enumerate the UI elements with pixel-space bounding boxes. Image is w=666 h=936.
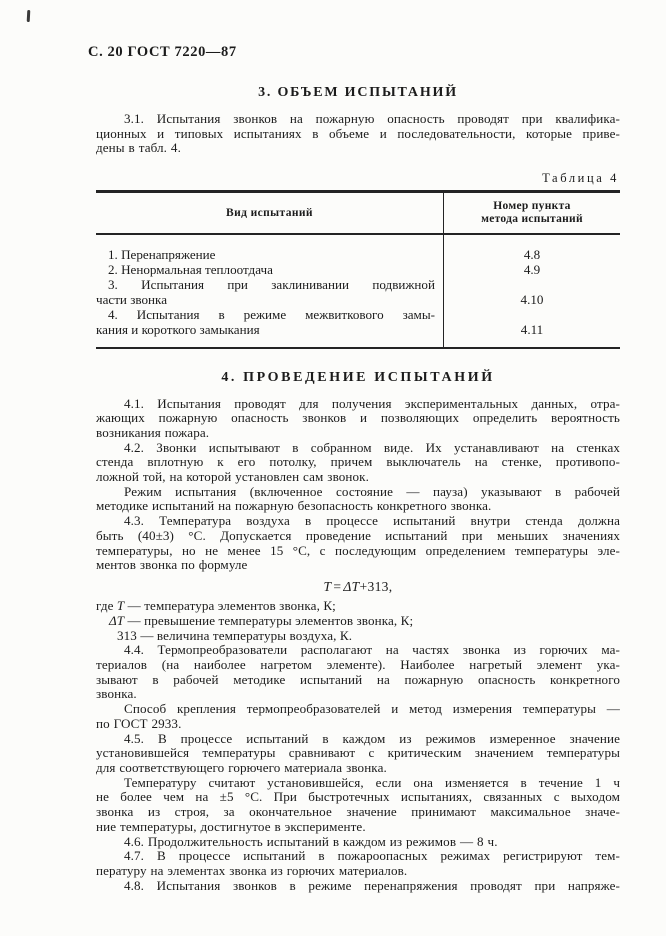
legend-line-T: где T — температура элементов звонка, К; (96, 597, 336, 613)
table4-col1-header: Вид испытаний (96, 193, 444, 233)
text-line: 2. Ненормальная теплоотдача (108, 262, 273, 278)
text-line: температуры, но не менее 15 °С, с последующим определением температуры эле- (96, 542, 620, 558)
table4-col2-header-line2: метода испытаний (481, 213, 583, 226)
paragraph-4-7 (96, 849, 620, 878)
text-line: жающих пожарную опасность звонков и позволяющих определить вероятность (96, 410, 620, 426)
text-line: звонка из строя, за окончательное значение принимают максимальное значе- (96, 804, 620, 820)
formula-legend (96, 599, 620, 643)
text-line: 4.1. Испытания проводят для получения экспериментальных данных, отра- (124, 395, 620, 411)
paragraph-4-2 (96, 441, 620, 485)
text-line: 4. Испытания в режиме межвиткового замы- (108, 306, 435, 322)
text-line: Режим испытания (включенное состояние — пауза) указывают в рабочей (124, 483, 620, 499)
legend-line-deltaT: ΔT — превышение температуры элементов звонка, К; (109, 612, 414, 628)
text-line: 4.2. Звонки испытывают в собранном виде. Их устанавливают на стенках (124, 439, 620, 455)
table4 (96, 190, 620, 348)
paragraph-4-1 (96, 397, 620, 441)
page-content (88, 44, 620, 893)
table4-body (96, 235, 620, 346)
text-line: териалов (на наиболее нагретом элементе). Наиболее нагретый элемент ука- (96, 657, 620, 673)
method-clause-cell: 4.8 (523, 247, 541, 263)
section3-title: 3. ОБЪЕМ ИСПЫТАНИЙ (258, 85, 458, 100)
text-line: методике испытаний на пожарную безопасность конкретного звонка. (96, 498, 492, 514)
table-row (96, 248, 620, 263)
formula-equals: = (333, 578, 342, 594)
text-line: установившейся температуры сравнивают с критическим значением температуры (96, 745, 620, 761)
text-line: ментов звонка по формуле (96, 557, 248, 573)
formula-constant: +313, (359, 578, 393, 594)
table-row (96, 278, 620, 308)
text-line: дены в табл. 4. (96, 140, 181, 156)
table4-col2-header (444, 193, 620, 233)
text-line: быть (40±3) °С. Допускается проведение испытаний при меньших значениях (96, 527, 620, 543)
table4-column-divider (443, 235, 444, 346)
paragraph-4-5-steady (96, 776, 620, 835)
paragraph-4-4 (96, 643, 620, 702)
test-type-cell (96, 308, 444, 338)
text-line: 3. Испытания при заклинивании подвижной (108, 276, 435, 292)
text-line: 4.3. Температура воздуха в процессе испытаний внутри стенда должна (124, 513, 620, 529)
text-line: пературу на элементах звонка из горючих материалов. (96, 862, 408, 878)
paragraph-4-5 (96, 732, 620, 776)
table-row (96, 263, 620, 278)
text-line: для соответствующего горючего материала звонка. (96, 760, 387, 775)
table4-caption: Таблица 4 (542, 171, 619, 186)
text-line: части звонка (96, 291, 168, 307)
text-line: 3.1. Испытания звонков на пожарную опасность проводят при квалифика- (124, 111, 620, 126)
text-line: ционных и типовых испытаниях в объеме и последовательности, которые приве- (96, 125, 620, 141)
text-line: 4.8. Испытания звонков в режиме перенапряжения проводят при напряже- (124, 877, 620, 893)
text-line: 4.7. В процессе испытаний в пожароопасных режимах регистрируют тем- (124, 848, 620, 864)
text-line: кания и короткого замыкания (96, 321, 260, 337)
table4-col2-header-line1: Номер пункта (493, 200, 571, 213)
paragraph-4-2-mode (96, 485, 620, 514)
text-line: по ГОСТ 2933. (96, 715, 182, 731)
paragraph-4-6 (96, 835, 620, 850)
text-line: Температуру считают установившейся, если она изменяется в течение 1 ч (124, 774, 620, 790)
page-header: С. 20 ГОСТ 7220—87 (88, 44, 237, 60)
paragraph-4-3 (96, 514, 620, 573)
ink-mark (27, 10, 31, 22)
method-clause-cell: 4.10 (520, 291, 544, 307)
text-line: возникания пожара. (96, 424, 210, 440)
text-line: не более чем на ±5 °С. При быстротечных испытаниях, связанных с выходом (96, 789, 620, 805)
text-line: ние температуры, достигнутое в эксперименте. (96, 818, 366, 834)
method-clause-cell: 4.9 (523, 262, 541, 278)
text-line: 1. Перенапряжение (108, 247, 216, 263)
method-clause-cell: 4.11 (520, 321, 544, 337)
test-type-cell (96, 248, 444, 263)
test-type-cell (96, 278, 444, 308)
text-line: Способ крепления термопреобразователей и метод измерения температуры — (124, 701, 620, 717)
temperature-formula (96, 579, 620, 594)
paragraph-4-8 (96, 879, 620, 894)
section4-title: 4. ПРОВЕДЕНИЕ ИСПЫТАНИЙ (221, 369, 495, 385)
test-type-cell (96, 263, 444, 278)
table-row (96, 308, 620, 338)
text-line: 4.6. Продолжительность испытаний в каждом из режимов — 8 ч. (124, 833, 498, 849)
paragraph-3-1 (96, 112, 620, 156)
paragraph-4-4-mounting (96, 702, 620, 731)
text-line: 4.4. Термопреобразователи располагают на частях звонка из горючих ма- (124, 642, 620, 658)
formula-T: T (323, 578, 332, 594)
text-line: стенда вплотную к его потолку, причем выключатель на стенке, противопо- (96, 454, 620, 470)
text-line: зывают в рабочей методике испытаний на пожарную опасность конкретного (96, 671, 620, 687)
text-line: ложной той, на которой установлен сам звонок. (96, 469, 370, 485)
formula-deltaT: ΔT (343, 578, 360, 594)
legend-line-313: 313 — величина температуры воздуха, К. (117, 627, 353, 643)
table4-header-row (96, 193, 620, 235)
text-line: 4.5. В процессе испытаний в каждом из режимов измеренное значение (124, 730, 620, 746)
text-line: звонка. (96, 686, 137, 702)
